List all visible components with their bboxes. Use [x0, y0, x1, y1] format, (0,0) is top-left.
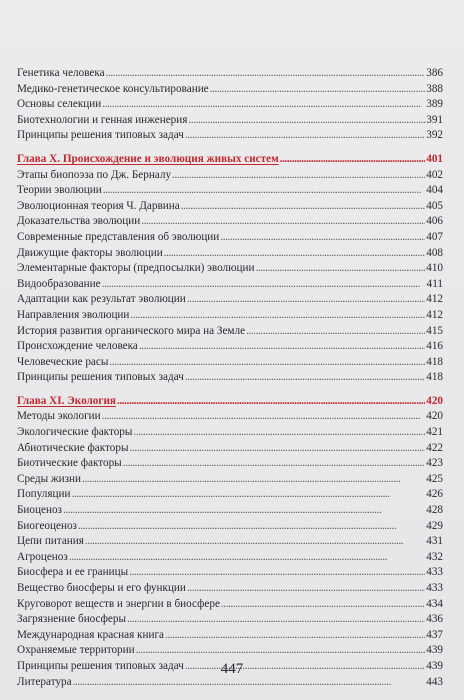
table-of-contents: [17, 66, 443, 690]
toc-entry: Медико-генетическое консультирование . . . 388: [17, 82, 443, 98]
toc-group-ecology: [17, 409, 443, 690]
toc-entry: Видообразование . . . 411: [17, 277, 443, 293]
toc-entry: Направления эволюции . . . 412: [17, 308, 443, 324]
toc-entry: Человеческие расы . . . 418: [17, 355, 443, 371]
toc-entry: Принципы решения типовых задач . . . 439: [17, 659, 443, 675]
toc-entry: Международная красная книга . . . 437: [17, 628, 443, 644]
toc-entry: Круговорот веществ и энергии в биосфере . . . 434: [17, 597, 443, 613]
toc-entry: Биоценоз . . . 428: [17, 503, 443, 519]
toc-entry: Происхождение человека . . . 416: [17, 339, 443, 355]
toc-entry: Биогеоценоз . . . 429: [17, 519, 443, 535]
toc-entry: Литература . . . 443: [17, 675, 443, 691]
toc-entry: Популяции . . . 426: [17, 487, 443, 503]
toc-entry: История развития органического мира на Земле . . . 415: [17, 324, 443, 340]
toc-entry: Абиотические факторы . . . 422: [17, 441, 443, 457]
toc-entry: Основы селекции . . . 389: [17, 97, 443, 113]
page-number: 447: [220, 661, 244, 677]
toc-entry: Движущие факторы эволюции . . . 408: [17, 246, 443, 262]
toc-entry: Адаптации как результат эволюции . . . 412: [17, 292, 443, 308]
toc-group-evolution: [17, 168, 443, 386]
toc-entry: Биотехнологии и генная инженерия . . . 391: [17, 113, 443, 129]
toc-entry: Биосфера и ее границы . . . 433: [17, 565, 443, 581]
toc-entry: Цепи питания . . . 431: [17, 534, 443, 550]
toc-entry: Современные представления об эволюции . . . 407: [17, 230, 443, 246]
toc-entry: Биотические факторы . . . 423: [17, 456, 443, 472]
chapter-heading-xi: Глава XI. Экология . . . 420: [17, 394, 443, 410]
toc-entry: Принципы решения типовых задач . . . 418: [17, 370, 443, 386]
toc-entry: Методы экологии . . . 420: [17, 409, 443, 425]
toc-entry: Элементарные факторы (предпосылки) эволюции . . . 410: [17, 261, 443, 277]
toc-entry: Загрязнение биосферы . . . 436: [17, 612, 443, 628]
toc-entry: Принципы решения типовых задач . . . 392: [17, 128, 443, 144]
toc-entry: Генетика человека . . . 386: [17, 66, 443, 82]
chapter-heading-x: Глава X. Происхождение и эволюция живых систем . . . 401: [17, 152, 443, 168]
toc-entry: Доказательства эволюции . . . 406: [17, 214, 443, 230]
toc-entry: Этапы биопоэза по Дж. Берналу . . . 402: [17, 168, 443, 184]
toc-entry: Охраняемые территории . . . 439: [17, 643, 443, 659]
toc-entry: Теории эволюции . . . 404: [17, 183, 443, 199]
toc-entry: Экологические факторы . . . 421: [17, 425, 443, 441]
toc-entry: Среды жизни . . . 425: [17, 472, 443, 488]
toc-group-genetics: [17, 66, 443, 144]
toc-entry: Эволюционная теория Ч. Дарвина . . . 405: [17, 199, 443, 215]
toc-entry: Вещество биосферы и его функции . . . 433: [17, 581, 443, 597]
toc-entry: Агроценоз . . . 432: [17, 550, 443, 566]
